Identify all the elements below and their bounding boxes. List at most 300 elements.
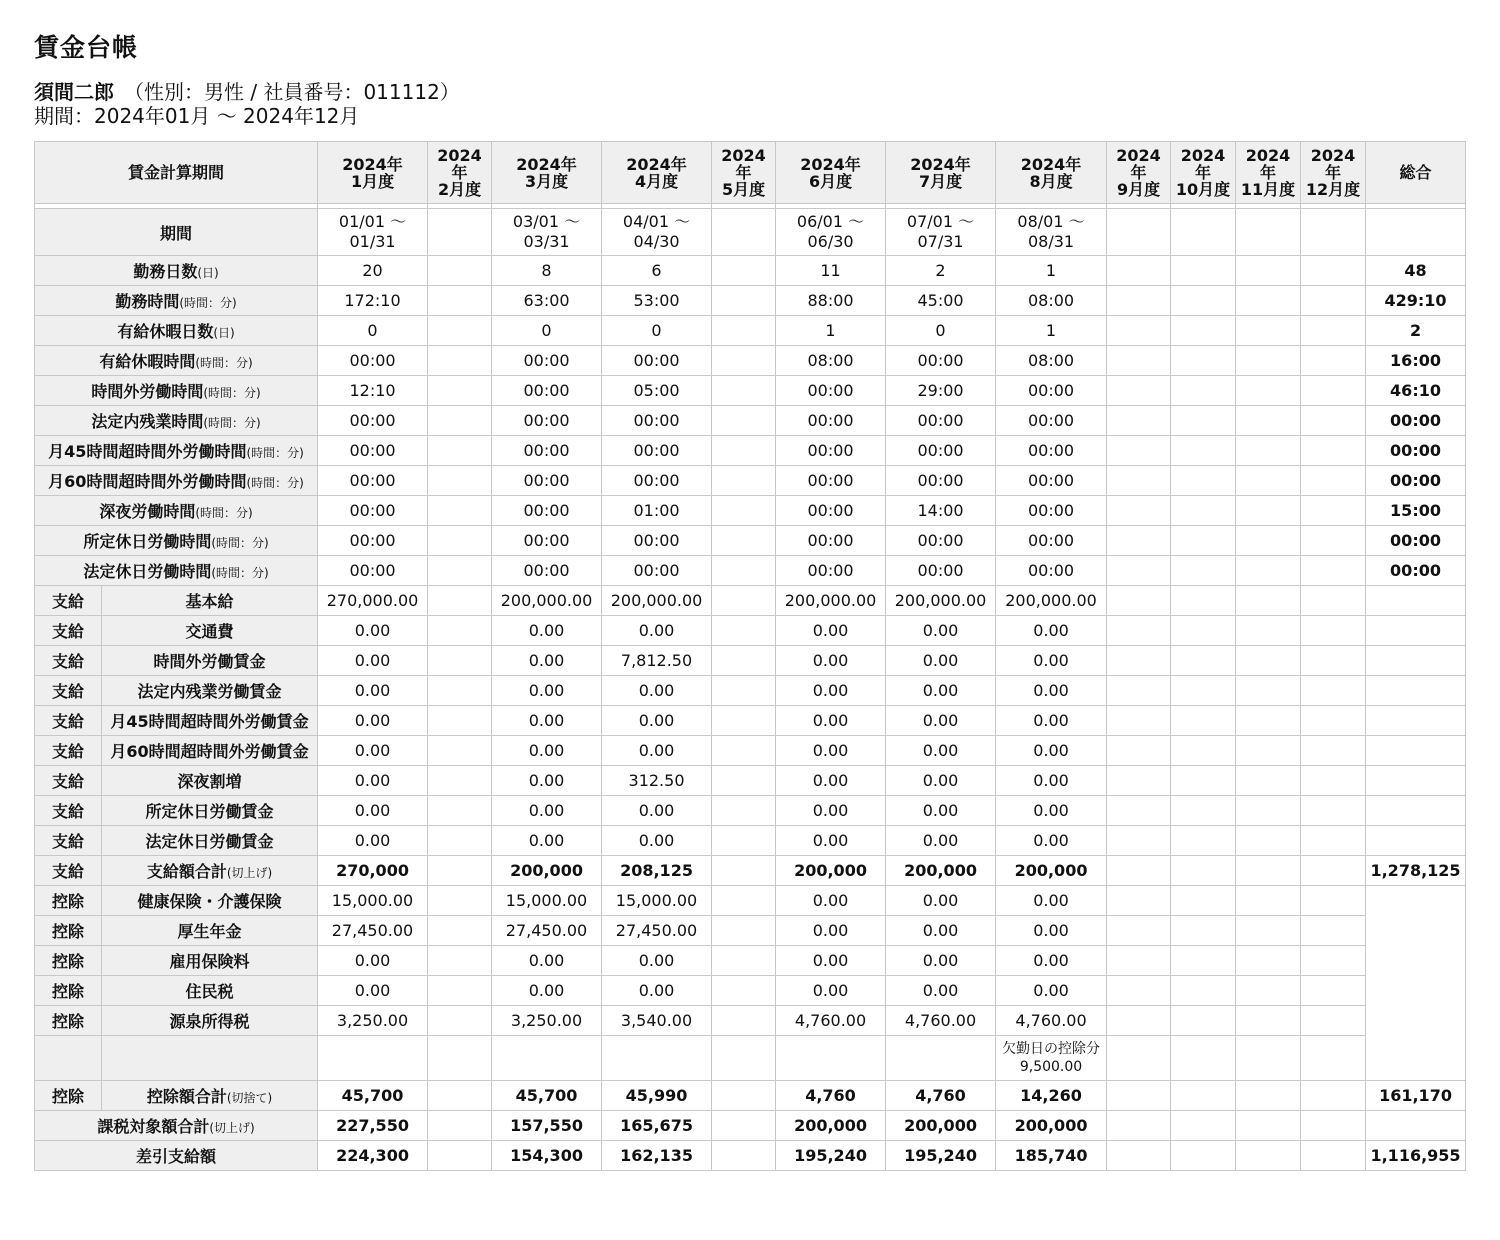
value-cell: 1 — [996, 316, 1107, 346]
total-cell — [1366, 209, 1466, 256]
value-cell — [1236, 886, 1301, 916]
cell-line: 01/01 〜 — [338, 212, 407, 231]
total-cell — [1366, 1111, 1466, 1141]
cell-line: 2024年 — [342, 154, 403, 174]
value-cell: 157,550 — [492, 1111, 602, 1141]
cell-line: 2024年 — [1020, 154, 1082, 174]
value-cell — [1107, 976, 1171, 1006]
value-cell: 00:00 — [492, 376, 602, 406]
value-cell: 0.00 — [776, 946, 886, 976]
table-row — [35, 976, 1466, 1006]
value-cell — [1301, 886, 1366, 916]
value-cell: 00:00 — [776, 556, 886, 586]
header-label: 賃金計算期間 — [35, 142, 318, 204]
value-cell — [1171, 766, 1236, 796]
value-cell — [1301, 1036, 1366, 1081]
value-cell — [1301, 976, 1366, 1006]
value-cell — [428, 706, 492, 736]
value-cell: 200,000.00 — [492, 586, 602, 616]
month-header — [776, 142, 886, 204]
value-cell — [1171, 976, 1236, 1006]
value-cell — [712, 736, 776, 766]
value-cell: 185,740 — [996, 1141, 1107, 1171]
cell-line: 2024年 — [800, 154, 861, 174]
cell-line: 8月度 — [1029, 171, 1073, 191]
value-cell: 0.00 — [602, 736, 712, 766]
value-cell: 224,300 — [318, 1141, 428, 1171]
value-cell: 208,125 — [602, 856, 712, 886]
value-cell: 08:00 — [996, 286, 1107, 316]
value-cell — [1301, 616, 1366, 646]
row-label — [102, 736, 318, 766]
value-cell: 200,000 — [776, 856, 886, 886]
value-cell — [712, 766, 776, 796]
value-cell — [1107, 706, 1171, 736]
row-label-text: 有給休暇時間 — [99, 352, 196, 371]
value-cell: 14,260 — [996, 1081, 1107, 1111]
cell-line: 2024 — [1245, 146, 1291, 165]
value-cell — [1171, 856, 1236, 886]
value-cell: 0.00 — [776, 916, 886, 946]
period-cell — [712, 209, 776, 256]
value-cell — [1301, 1006, 1366, 1036]
value-cell: 4,760.00 — [996, 1006, 1107, 1036]
cell-line: 年 — [1325, 163, 1342, 182]
category-cell: 支給 — [35, 766, 102, 796]
value-cell — [1236, 346, 1301, 376]
value-cell: 05:00 — [602, 376, 712, 406]
value-cell: 00:00 — [776, 436, 886, 466]
cell-line: 04/01 〜 — [622, 212, 691, 231]
value-cell — [1107, 316, 1171, 346]
value-cell — [1107, 1081, 1171, 1111]
period-cell — [886, 209, 996, 256]
cell-line: 07/31 — [917, 232, 964, 251]
row-label-unit: (時間：分) — [195, 506, 253, 520]
value-cell: 00:00 — [318, 526, 428, 556]
value-cell — [1107, 916, 1171, 946]
value-cell: 0.00 — [492, 706, 602, 736]
row-label — [102, 1006, 318, 1036]
value-cell — [1236, 916, 1301, 946]
table-row — [35, 826, 1466, 856]
value-cell — [1107, 436, 1171, 466]
row-label-text: 時間外労働時間 — [91, 382, 204, 401]
row-label-unit: (時間：分) — [203, 416, 261, 430]
table-row — [35, 766, 1466, 796]
value-cell: 0.00 — [776, 886, 886, 916]
value-cell: 200,000 — [886, 856, 996, 886]
value-cell: 08:00 — [996, 346, 1107, 376]
table-row — [35, 1111, 1466, 1141]
cell-line: 12月度 — [1305, 180, 1361, 199]
value-cell: 0.00 — [996, 676, 1107, 706]
row-label-text: 深夜労働時間 — [99, 502, 196, 521]
value-cell: 195,240 — [886, 1141, 996, 1171]
value-cell: 00:00 — [318, 466, 428, 496]
value-cell — [1171, 526, 1236, 556]
value-cell — [1236, 256, 1301, 286]
value-cell: 00:00 — [602, 526, 712, 556]
value-cell — [428, 916, 492, 946]
cell-line: 6月度 — [808, 171, 853, 191]
row-label-text: 月45時間超時間外労働賃金 — [110, 712, 309, 731]
value-cell: 00:00 — [886, 406, 996, 436]
value-cell — [712, 346, 776, 376]
value-cell: 4,760 — [886, 1081, 996, 1111]
value-cell — [712, 376, 776, 406]
category-cell: 控除 — [35, 916, 102, 946]
value-cell — [428, 586, 492, 616]
cell-line: 08/01 〜 — [1017, 212, 1085, 231]
value-cell: 0.00 — [602, 676, 712, 706]
cell-line: 03/31 — [523, 232, 570, 251]
value-cell — [428, 436, 492, 466]
value-cell — [1107, 826, 1171, 856]
table-row — [35, 286, 1466, 316]
value-cell: 0.00 — [492, 676, 602, 706]
value-cell: 0.00 — [492, 976, 602, 1006]
value-cell: 0.00 — [996, 886, 1107, 916]
value-cell: 0 — [602, 316, 712, 346]
table-row — [35, 1141, 1466, 1171]
row-label — [102, 976, 318, 1006]
value-cell: 0.00 — [492, 766, 602, 796]
value-cell: 0.00 — [318, 736, 428, 766]
table-row — [35, 466, 1466, 496]
value-cell — [1107, 796, 1171, 826]
total-cell: 48 — [1366, 256, 1466, 286]
cell-line: 2024年 — [516, 154, 577, 174]
value-cell — [1301, 916, 1366, 946]
total-cell: 1,278,125 — [1366, 856, 1466, 886]
value-cell — [1236, 616, 1301, 646]
value-cell: 0.00 — [318, 676, 428, 706]
row-label — [35, 556, 318, 586]
value-cell: 0.00 — [776, 766, 886, 796]
value-cell: 88:00 — [776, 286, 886, 316]
value-cell — [1236, 316, 1301, 346]
row-label-unit: (時間：分) — [211, 536, 269, 550]
value-cell — [428, 466, 492, 496]
row-label — [102, 916, 318, 946]
total-cell: 15:00 — [1366, 496, 1466, 526]
value-cell: 00:00 — [318, 556, 428, 586]
value-cell: 20 — [318, 256, 428, 286]
table-row — [35, 886, 1466, 916]
value-cell — [712, 526, 776, 556]
value-cell: 162,135 — [602, 1141, 712, 1171]
value-cell — [886, 1036, 996, 1081]
total-cell — [1366, 886, 1466, 1081]
total-header: 総合 — [1366, 142, 1466, 204]
row-label-text: 課税対象額合計 — [97, 1117, 210, 1136]
value-cell: 0.00 — [492, 826, 602, 856]
value-cell: 00:00 — [318, 346, 428, 376]
value-cell: 0.00 — [996, 976, 1107, 1006]
cell-line: 06/01 〜 — [796, 212, 865, 231]
period-cell — [1301, 209, 1366, 256]
month-header — [492, 142, 602, 204]
value-cell — [1107, 346, 1171, 376]
value-cell: 8 — [492, 256, 602, 286]
value-cell — [1171, 646, 1236, 676]
value-cell: 0 — [886, 316, 996, 346]
value-cell — [1171, 316, 1236, 346]
period-cell — [318, 209, 428, 256]
value-cell: 0.00 — [776, 646, 886, 676]
table-row — [35, 616, 1466, 646]
total-cell: 1,116,955 — [1366, 1141, 1466, 1171]
cell-line: 10月度 — [1175, 180, 1231, 199]
value-cell — [712, 586, 776, 616]
table-row — [35, 526, 1466, 556]
value-cell — [1171, 886, 1236, 916]
month-header — [428, 142, 492, 204]
month-header — [712, 142, 776, 204]
value-cell: 0.00 — [886, 616, 996, 646]
month-header — [996, 142, 1107, 204]
value-cell: 00:00 — [776, 526, 886, 556]
value-cell — [428, 286, 492, 316]
value-cell: 01:00 — [602, 496, 712, 526]
table-row — [35, 856, 1466, 886]
table-row — [35, 256, 1466, 286]
total-cell: 00:00 — [1366, 526, 1466, 556]
value-cell: 27,450.00 — [602, 916, 712, 946]
row-label — [102, 676, 318, 706]
value-cell — [428, 316, 492, 346]
value-cell — [712, 256, 776, 286]
row-label — [102, 616, 318, 646]
cell-line: 08/31 — [1027, 232, 1075, 251]
value-cell: 53:00 — [602, 286, 712, 316]
value-cell: 0 — [318, 316, 428, 346]
value-cell — [712, 436, 776, 466]
row-label — [35, 376, 318, 406]
value-cell: 0.00 — [776, 826, 886, 856]
value-cell: 0.00 — [776, 676, 886, 706]
value-cell: 0.00 — [318, 646, 428, 676]
row-label-unit: (時間：分) — [211, 566, 269, 580]
value-cell: 00:00 — [996, 556, 1107, 586]
value-cell: 3,250.00 — [492, 1006, 602, 1036]
cell-line: 1月度 — [350, 171, 395, 191]
value-cell — [712, 616, 776, 646]
value-cell: 00:00 — [996, 526, 1107, 556]
value-cell — [712, 466, 776, 496]
value-cell: 0.00 — [602, 706, 712, 736]
row-label — [35, 466, 318, 496]
value-cell — [428, 1036, 492, 1081]
value-cell — [1301, 826, 1366, 856]
value-cell — [1301, 646, 1366, 676]
value-cell: 0.00 — [602, 946, 712, 976]
value-cell — [1107, 676, 1171, 706]
value-cell: 00:00 — [492, 526, 602, 556]
value-cell — [712, 496, 776, 526]
category-cell: 控除 — [35, 886, 102, 916]
value-cell — [428, 676, 492, 706]
value-cell — [1236, 946, 1301, 976]
row-label-text: 法定休日労働時間 — [83, 562, 212, 581]
value-cell — [1236, 376, 1301, 406]
value-cell — [428, 1111, 492, 1141]
cell-line: 2024 — [1310, 146, 1356, 165]
value-cell — [712, 886, 776, 916]
value-cell — [1236, 406, 1301, 436]
value-cell — [1171, 436, 1236, 466]
value-cell — [1301, 1081, 1366, 1111]
category-cell: 支給 — [35, 646, 102, 676]
total-cell: 46:10 — [1366, 376, 1466, 406]
cell-line: 11月度 — [1240, 180, 1296, 199]
value-cell — [1107, 946, 1171, 976]
value-cell — [1301, 286, 1366, 316]
value-cell: 0.00 — [886, 736, 996, 766]
table-row — [35, 916, 1466, 946]
value-cell — [1236, 466, 1301, 496]
value-cell — [1171, 406, 1236, 436]
value-cell: 200,000 — [776, 1111, 886, 1141]
table-row — [35, 586, 1466, 616]
value-cell — [1236, 1036, 1301, 1081]
period-cell — [428, 209, 492, 256]
value-cell: 0.00 — [996, 736, 1107, 766]
value-cell — [1236, 1006, 1301, 1036]
month-header — [1107, 142, 1171, 204]
value-cell — [1301, 256, 1366, 286]
employee-info — [34, 80, 1500, 128]
value-cell: 172:10 — [318, 286, 428, 316]
cell-line: 06/30 — [807, 232, 854, 251]
cell-line: 年 — [1130, 163, 1147, 182]
row-label — [35, 406, 318, 436]
total-cell — [1366, 616, 1466, 646]
row-label-text: 有給休暇日数 — [117, 322, 214, 341]
value-cell — [712, 556, 776, 586]
value-cell — [712, 676, 776, 706]
value-cell — [1301, 676, 1366, 706]
category-cell: 控除 — [35, 976, 102, 1006]
value-cell — [602, 1036, 712, 1081]
value-cell — [1236, 766, 1301, 796]
value-cell: 0.00 — [492, 736, 602, 766]
value-cell: 0.00 — [996, 766, 1107, 796]
value-cell: 00:00 — [602, 436, 712, 466]
row-label-text: 所定休日労働時間 — [83, 532, 212, 551]
cell-line: 年 — [735, 163, 752, 182]
value-cell: 3,540.00 — [602, 1006, 712, 1036]
value-cell — [1107, 856, 1171, 886]
cell-line: 9月度 — [1116, 180, 1161, 199]
row-label-unit: (時間：分) — [179, 296, 237, 310]
value-cell: 27,450.00 — [318, 916, 428, 946]
row-label — [35, 496, 318, 526]
row-label — [35, 256, 318, 286]
value-cell — [1171, 496, 1236, 526]
row-label-unit: (切上げ) — [209, 1121, 255, 1135]
value-cell: 0.00 — [776, 616, 886, 646]
value-cell — [1171, 286, 1236, 316]
row-label-text: 法定休日労働賃金 — [145, 832, 274, 851]
table-row — [35, 376, 1466, 406]
value-cell: 14:00 — [886, 496, 996, 526]
table-row — [35, 1006, 1466, 1036]
value-cell: 00:00 — [776, 466, 886, 496]
value-cell — [492, 1036, 602, 1081]
category-cell: 控除 — [35, 1006, 102, 1036]
value-cell — [1236, 556, 1301, 586]
value-cell: 270,000 — [318, 856, 428, 886]
cell-line: 4月度 — [634, 171, 679, 191]
value-cell: 0.00 — [492, 946, 602, 976]
row-label-text: 月60時間超時間外労働時間 — [48, 472, 247, 491]
value-cell — [428, 736, 492, 766]
value-cell — [318, 1036, 428, 1081]
cell-line: 5月度 — [721, 180, 766, 199]
value-cell — [1107, 496, 1171, 526]
period-cell — [492, 209, 602, 256]
value-cell — [428, 376, 492, 406]
value-cell — [1236, 826, 1301, 856]
value-cell — [1301, 556, 1366, 586]
value-cell — [1107, 256, 1171, 286]
table-row — [35, 1036, 1466, 1081]
value-cell: 200,000.00 — [602, 586, 712, 616]
value-cell — [1301, 466, 1366, 496]
total-cell — [1366, 766, 1466, 796]
value-cell: 0.00 — [996, 616, 1107, 646]
value-cell — [1171, 346, 1236, 376]
value-cell: 154,300 — [492, 1141, 602, 1171]
value-cell — [1301, 406, 1366, 436]
cell-line: 2024 — [1180, 146, 1226, 165]
value-cell: 00:00 — [318, 406, 428, 436]
cell-line: 年 — [1260, 163, 1277, 182]
row-label-unit: (日) — [197, 266, 219, 280]
value-cell: 00:00 — [886, 466, 996, 496]
value-cell — [1236, 706, 1301, 736]
value-cell: 165,675 — [602, 1111, 712, 1141]
value-cell: 0.00 — [492, 796, 602, 826]
row-label — [35, 526, 318, 556]
value-cell — [1171, 376, 1236, 406]
employee-name: 須間二郎 — [34, 80, 114, 104]
value-cell: 63:00 — [492, 286, 602, 316]
total-cell: 00:00 — [1366, 556, 1466, 586]
value-cell — [712, 1006, 776, 1036]
row-label-text: 勤務時間 — [115, 292, 180, 311]
value-cell: 0.00 — [886, 676, 996, 706]
category-cell: 支給 — [35, 586, 102, 616]
value-cell — [428, 976, 492, 1006]
row-label-unit: (時間：分) — [246, 476, 304, 490]
value-cell: 00:00 — [602, 466, 712, 496]
value-cell: 00:00 — [996, 496, 1107, 526]
value-cell: 45:00 — [886, 286, 996, 316]
row-label-unit: (切捨て) — [226, 1091, 273, 1105]
row-label-text: 支給額合計 — [146, 862, 227, 881]
row-label-text: 源泉所得税 — [169, 1012, 250, 1031]
row-label-unit: (時間：分) — [203, 386, 261, 400]
row-label-text: 月60時間超時間外労働賃金 — [110, 742, 309, 761]
value-cell: 0.00 — [318, 976, 428, 1006]
period-cell — [1171, 209, 1236, 256]
value-cell: 00:00 — [776, 406, 886, 436]
value-cell: 00:00 — [996, 436, 1107, 466]
value-cell — [712, 946, 776, 976]
